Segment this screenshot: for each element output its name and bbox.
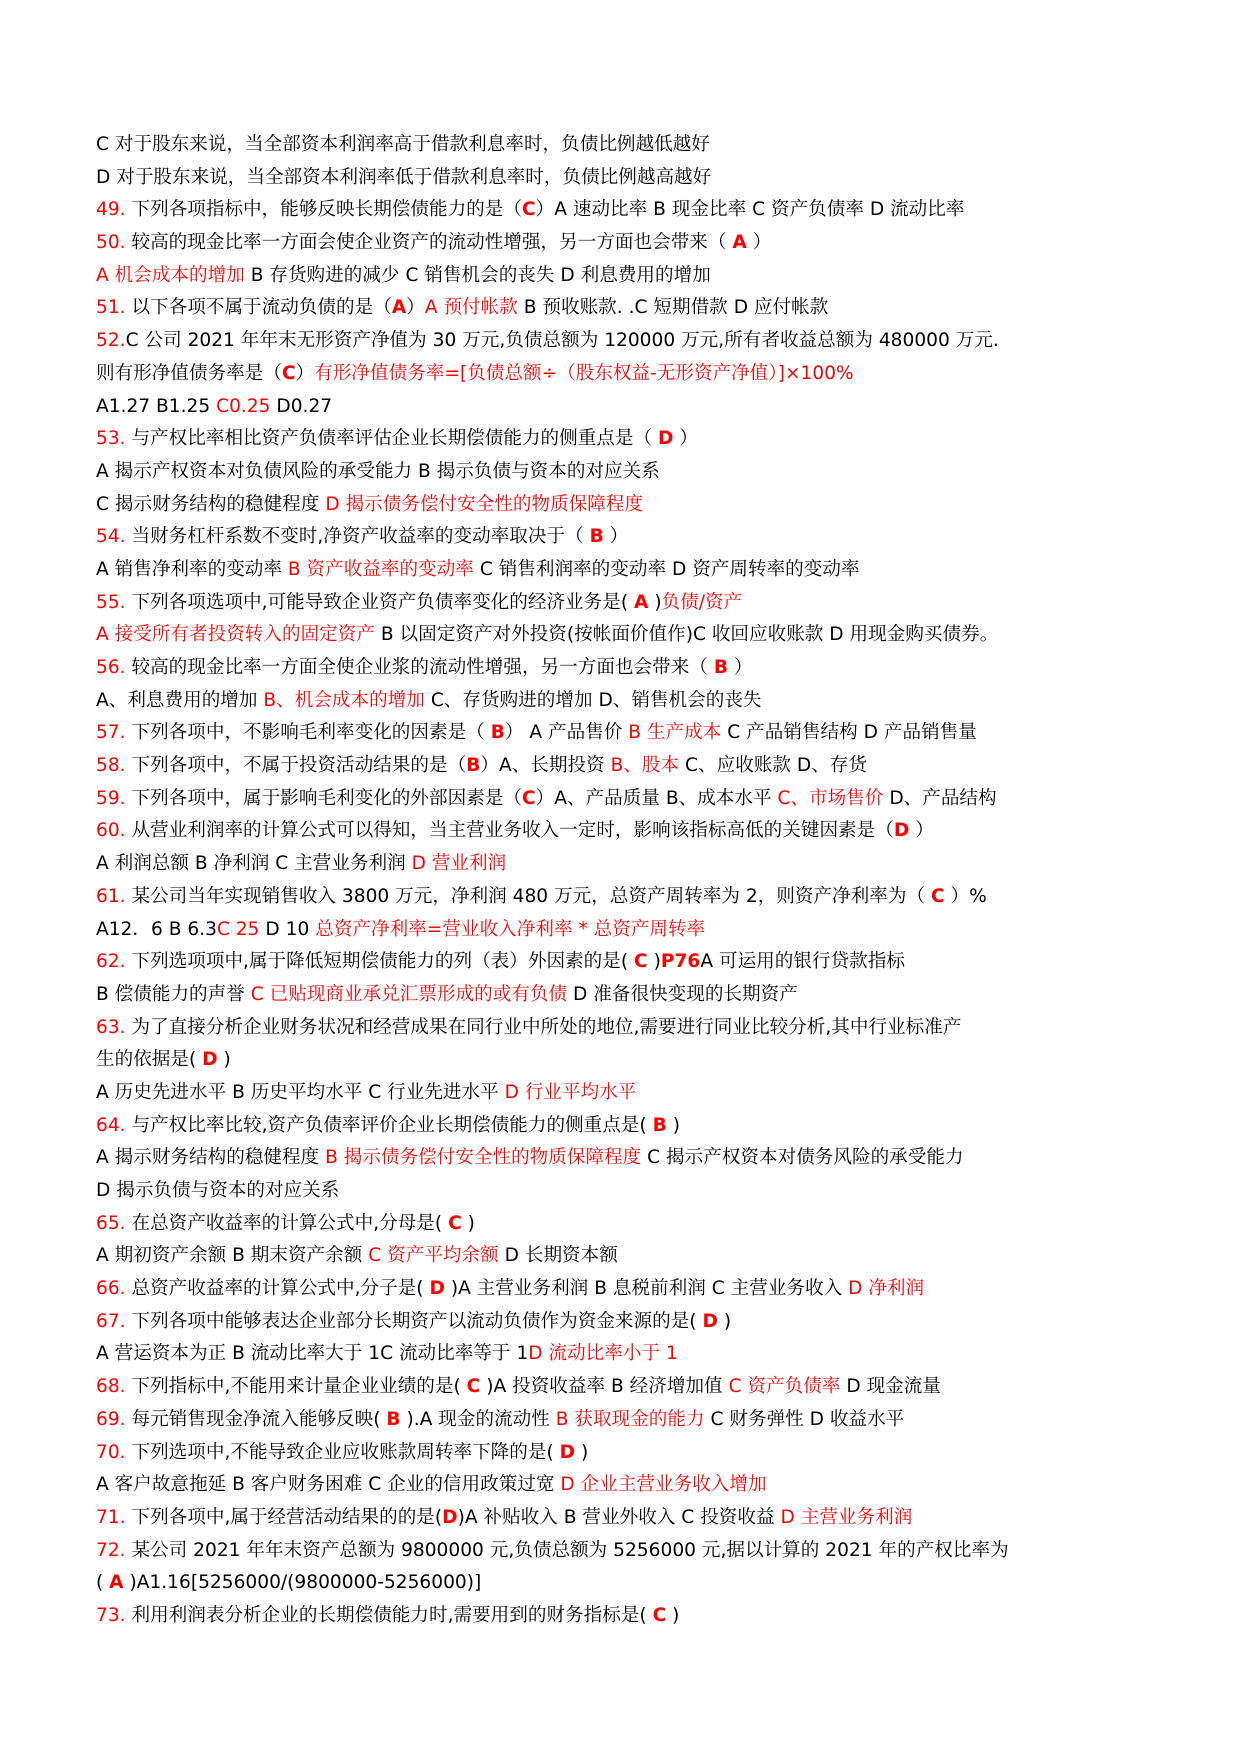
answer-highlight: B [490,722,505,744]
answer-highlight: B、机会成本的增加 [263,689,425,711]
answer-highlight: B [466,755,481,777]
answer-highlight: A 接受所有者投资转入的固定资产 [96,624,375,646]
text-line [96,783,1156,816]
line-text: 下列各项中能够表达企业部分长期资产以流动负债作为资金来源的是( [125,1310,703,1332]
text-line [96,1437,1156,1470]
line-text: A12．6 B 6.3 [96,918,217,940]
line-text: 某公司 2021 年年末资产总额为 9800000 元,负债总额为 5256000 元,据以计算的 2021 年的产权比率为 [125,1539,1009,1561]
text-line [96,325,1156,358]
text-line [96,1273,1156,1306]
text-line [96,881,1156,914]
text-line [96,554,1156,587]
answer-highlight: C [281,362,296,384]
line-text: 从营业利润率的计算公式可以得知，当主营业务收入一定时，影响该指标高低的关键因素是（ [125,820,894,842]
line-text: 利用利润表分析企业的长期偿债能力时,需要用到的财务指标是( [125,1604,653,1626]
text-line [96,489,1156,522]
text-line [96,260,1156,293]
answer-highlight: C [930,885,945,907]
answer-highlight: D 企业主营业务收入增加 [560,1474,767,1496]
answer-highlight: 49. [96,199,126,221]
line-text: ） [746,232,772,254]
text-line [96,1044,1156,1077]
answer-highlight: 53. [96,428,126,450]
text-line [96,717,1156,750]
line-text: 当财务杠杆系数不变时,净资产收益率的变动率取决于（ [125,526,590,548]
text-line [96,423,1156,456]
line-text: 为了直接分析企业财务状况和经营成果在同行业中所处的地位,需要进行同业比较分析,其中行业标准产 [125,1016,962,1038]
line-text: )A1.16[5256000/(9800000-5256000)] [123,1572,482,1594]
answer-highlight: A [634,591,649,613]
answer-highlight: 55. [96,591,126,613]
line-text: ) [461,1212,475,1234]
line-text: ) [648,591,662,613]
answer-highlight: B [386,1408,401,1430]
text-line [96,946,1156,979]
line-text: 下列各项中，不属于投资活动结果的是（ [125,755,467,777]
line-text: ( [96,1572,110,1594]
answer-highlight: B 揭示债务偿付安全性的物质保障程度 [325,1147,642,1169]
line-text: 较高的现金比率一方面会使企业资产的流动性增强，另一方面也会带来（ [125,232,733,254]
line-text: 与产权比率相比资产负债率评估企业长期偿债能力的侧重点是（ [125,428,659,450]
answer-highlight: 60. [96,820,126,842]
text-line [96,652,1156,685]
answer-highlight: C 资产平均余额 [368,1245,499,1267]
line-text: D 10 [259,918,316,940]
text-line [96,162,1156,195]
text-line [96,1012,1156,1045]
line-text: D 对于股东来说，当全部资本利润率低于借款利息率时，负债比例越高越好 [96,166,712,188]
answer-highlight: D [442,1506,458,1528]
line-text: ）% [944,885,987,907]
answer-highlight: 68. [96,1376,126,1398]
line-text: ) [647,951,661,973]
text-line [96,292,1156,325]
line-text: B 偿债能力的声誉 [96,983,251,1005]
answer-highlight: B [589,526,604,548]
answer-highlight: C [448,1212,462,1234]
line-text: )A 投资收益率 B 经济增加值 [480,1376,729,1398]
answer-highlight: 66. [96,1278,126,1300]
answer-highlight: D [559,1441,576,1463]
line-text: ） [295,362,315,384]
line-text: 下列各项中,属于经营活动结果的的是( [125,1506,443,1528]
answer-highlight: P76 [660,951,701,973]
line-text: 下列各项选项中,可能导致企业资产负债率变化的经济业务是( [125,591,635,613]
answer-highlight: 61. [96,885,126,907]
line-text: ) [666,1114,680,1136]
answer-highlight: 57. [96,722,126,744]
line-text: D 现金流量 [840,1376,941,1398]
answer-highlight: 64. [96,1114,126,1136]
line-text: )A 主营业务利润 B 息税前利润 C 主营业务收入 [444,1278,849,1300]
line-text: D 长期资本额 [498,1245,618,1267]
line-text: 下列选项中,不能导致企业应收账款周转率下降的是( [125,1441,560,1463]
answer-highlight: 71. [96,1506,126,1528]
text-line [96,1338,1156,1371]
text-line [96,129,1156,162]
text-line [96,914,1156,947]
line-text: 某公司当年实现销售收入 3800 万元，净利润 480 万元，总资产周转率为 2，则资产净利率为（ [125,885,931,907]
text-line [96,1077,1156,1110]
text-line [96,619,1156,652]
line-text: ）A 速动比率 B 现金比率 C 资产负债率 D 流动比率 [535,199,965,221]
line-text: ) [717,1310,732,1332]
answer-highlight: 63. [96,1016,126,1038]
answer-highlight: C、市场售价 [777,787,884,809]
answer-highlight: C [521,199,536,221]
text-line [96,521,1156,554]
answer-highlight: C [466,1376,481,1398]
line-text: ）A、长期投资 [480,755,611,777]
answer-highlight: C [521,787,536,809]
line-text: 每元销售现金净流入能够反映( [125,1408,387,1430]
answer-highlight: D 流动比率小于 1 [528,1343,678,1365]
text-line [96,391,1156,424]
answer-highlight: 59. [96,787,126,809]
line-text: 较高的现金比率一方面全使企业浆的流动性增强，另一方面也会带来（ [125,657,714,678]
line-text: 下列各项中，不影响毛利率变化的因素是（ [125,722,491,744]
line-text: ) [217,1049,231,1071]
answer-highlight: A 预付帐款 [424,297,518,319]
line-text: ) [666,1604,680,1626]
line-text: C 财务弹性 D 收益水平 [704,1408,905,1430]
text-line [96,1502,1156,1535]
line-text: 下列选项项中,属于降低短期偿债能力的列（表）外因素的是( [125,951,635,973]
answer-highlight: 65. [96,1212,126,1234]
answer-highlight: 70. [96,1441,126,1463]
line-text: )A 补贴收入 B 营业外收入 C 投资收益 [457,1506,781,1528]
answer-highlight: B [652,1114,667,1136]
line-text: C 产品销售结构 D 产品销售量 [721,722,977,744]
text-line [96,1142,1156,1175]
line-text: C 公司 2021 年年末无形资产净值为 30 万元,负债总额为 120000 万元,所有者收益总额为 480000 万元. [125,330,999,352]
answer-highlight: 58. [96,755,126,777]
line-text: ） [406,297,425,319]
text-line [96,685,1156,718]
line-text: C 揭示财务结构的稳健程度 [96,493,326,515]
answer-highlight: 62. [96,951,126,973]
line-text: A、利息费用的增加 [96,689,264,711]
answer-highlight: C [652,1604,667,1626]
line-text: A 营运资本为正 B 流动比率大于 1C 流动比率等于 1 [96,1343,529,1365]
line-text: A 可运用的银行贷款指标 [700,951,905,973]
text-line [96,750,1156,783]
line-text: A 揭示财务结构的稳健程度 [96,1147,326,1169]
line-text: D、产品结构 [883,787,997,809]
text-line [96,1306,1156,1339]
answer-highlight: D [702,1310,718,1332]
answer-highlight: B 资产收益率的变动率 [287,558,474,580]
line-text: ) [575,1441,589,1463]
answer-highlight: C0.25 [216,395,271,417]
answer-highlight: C 资产负债率 [728,1376,841,1398]
answer-highlight: 72. [96,1539,126,1561]
text-line [96,1600,1156,1633]
answer-highlight: D [429,1278,445,1300]
answer-highlight: B [713,657,728,678]
answer-highlight: 52. [96,330,126,352]
answer-highlight: D 行业平均水平 [504,1081,637,1103]
answer-highlight: C 已贴现商业承兑汇票形成的或有负债 [250,983,568,1005]
line-text: A 利润总额 B 净利润 C 主营业务利润 [96,853,412,875]
text-line [96,1110,1156,1143]
text-line [96,1535,1156,1568]
line-text: A 期初资产余额 B 期末资产余额 [96,1245,369,1267]
text-line [96,1469,1156,1502]
text-line [96,456,1156,489]
text-line [96,979,1156,1012]
answer-highlight: B、股本 [610,755,680,777]
text-line [96,587,1156,620]
answer-highlight: A 机会成本的增加 [96,264,245,286]
answer-highlight: D [202,1049,218,1071]
text-line [96,227,1156,260]
answer-highlight: 51. [96,297,126,319]
text-line [96,1175,1156,1208]
line-text: 则有形净值债务率是（ [96,362,282,384]
answer-highlight: 有形净值债务率=[负债总额÷（股东权益-无形资产净值）]×100% [314,362,854,384]
line-text: A 揭示产权资本对负债风险的承受能力 B 揭示负债与资本的对应关系 [96,460,660,482]
line-text: A 历史先进水平 B 历史平均水平 C 行业先进水平 [96,1081,505,1103]
answer-highlight: 负债/资产 [661,591,743,613]
text-line [96,1208,1156,1241]
text-line [96,1567,1156,1600]
text-line [96,1371,1156,1404]
line-text: C 对于股东来说，当全部资本利润率高于借款利息率时，负债比例越低越好 [96,134,710,155]
text-line [96,358,1156,391]
line-text: D 准备很快变现的长期资产 [567,983,798,1005]
answer-highlight: 总资产净利率=营业收入净利率 * 总资产周转率 [315,918,706,940]
text-line [96,194,1156,227]
line-text: B 存货购进的减少 C 销售机会的丧失 D 利息费用的增加 [244,264,711,286]
line-text: ） [673,428,698,450]
answer-highlight: D 营业利润 [411,853,507,875]
line-text: C 销售利润率的变动率 D 资产周转率的变动率 [473,558,860,580]
line-text: ） [603,526,629,548]
line-text: C、存货购进的增加 D、销售机会的丧失 [424,689,762,711]
answer-highlight: B 获取现金的能力 [555,1408,705,1430]
text-line [96,1404,1156,1437]
line-text: D0.27 [270,395,333,417]
line-text: A 销售净利率的变动率 [96,558,288,580]
answer-highlight: 73. [96,1604,126,1626]
answer-highlight: D 净利润 [848,1278,925,1300]
line-text: 生的依据是( [96,1049,203,1071]
line-text: 以下各项不属于流动负债的是（ [125,297,392,319]
line-text: A 客户故意拖延 B 客户财务困难 C 企业的信用政策过宽 [96,1474,561,1496]
answer-highlight: C 25 [216,918,260,940]
line-text: 总资产收益率的计算公式中,分子是( [125,1278,430,1300]
answer-highlight: D [658,428,674,450]
answer-highlight: D [893,820,910,842]
line-text: ).A 现金的流动性 [400,1408,556,1430]
text-line [96,1240,1156,1273]
answer-highlight: 54. [96,526,126,548]
line-text: C 揭示产权资本对债务风险的承受能力 [641,1147,964,1169]
text-line [96,815,1156,848]
line-text: 下列指标中,不能用来计量企业业绩的是( [125,1376,467,1398]
line-text: 下列各项指标中，能够反映长期偿债能力的是（ [125,199,522,221]
line-text: 下列各项中，属于影响毛利变化的外部因素是（ [125,787,522,809]
answer-highlight: 69. [96,1408,126,1430]
answer-highlight: 67. [96,1310,126,1332]
answer-highlight: D 揭示债务偿付安全性的物质保障程度 [325,493,644,515]
line-text: 与产权比率比较,资产负债率评价企业长期偿债能力的侧重点是( [125,1114,653,1136]
answer-highlight: B 生产成本 [628,722,722,744]
answer-highlight: 50. [96,232,126,254]
line-text: B 预收账款. .C 短期借款 D 应付帐款 [517,297,829,319]
answer-highlight: 56. [96,657,126,678]
line-text: D 揭示负债与资本的对应关系 [96,1180,340,1201]
line-text: A1.27 B1.25 [96,395,217,417]
answer-highlight: A [732,232,747,254]
answer-highlight: A [109,1572,124,1594]
line-text: 在总资产收益率的计算公式中,分母是( [125,1212,449,1234]
line-text: C、应收账款 D、存货 [679,755,867,777]
line-text: ） A 产品售价 [504,722,629,744]
question-list [96,129,1156,1633]
line-text: B 以固定资产对外投资(按帐面价值作)C 收回应收账款 D 用现金购买债券。 [374,624,999,646]
answer-highlight: A [391,297,407,319]
text-line [96,848,1156,881]
line-text: ） [909,820,934,842]
answer-highlight: D 主营业务利润 [780,1506,913,1528]
line-text: ） [728,657,753,678]
line-text: ）A、产品质量 B、成本水平 [535,787,778,809]
answer-highlight: C [634,951,648,973]
